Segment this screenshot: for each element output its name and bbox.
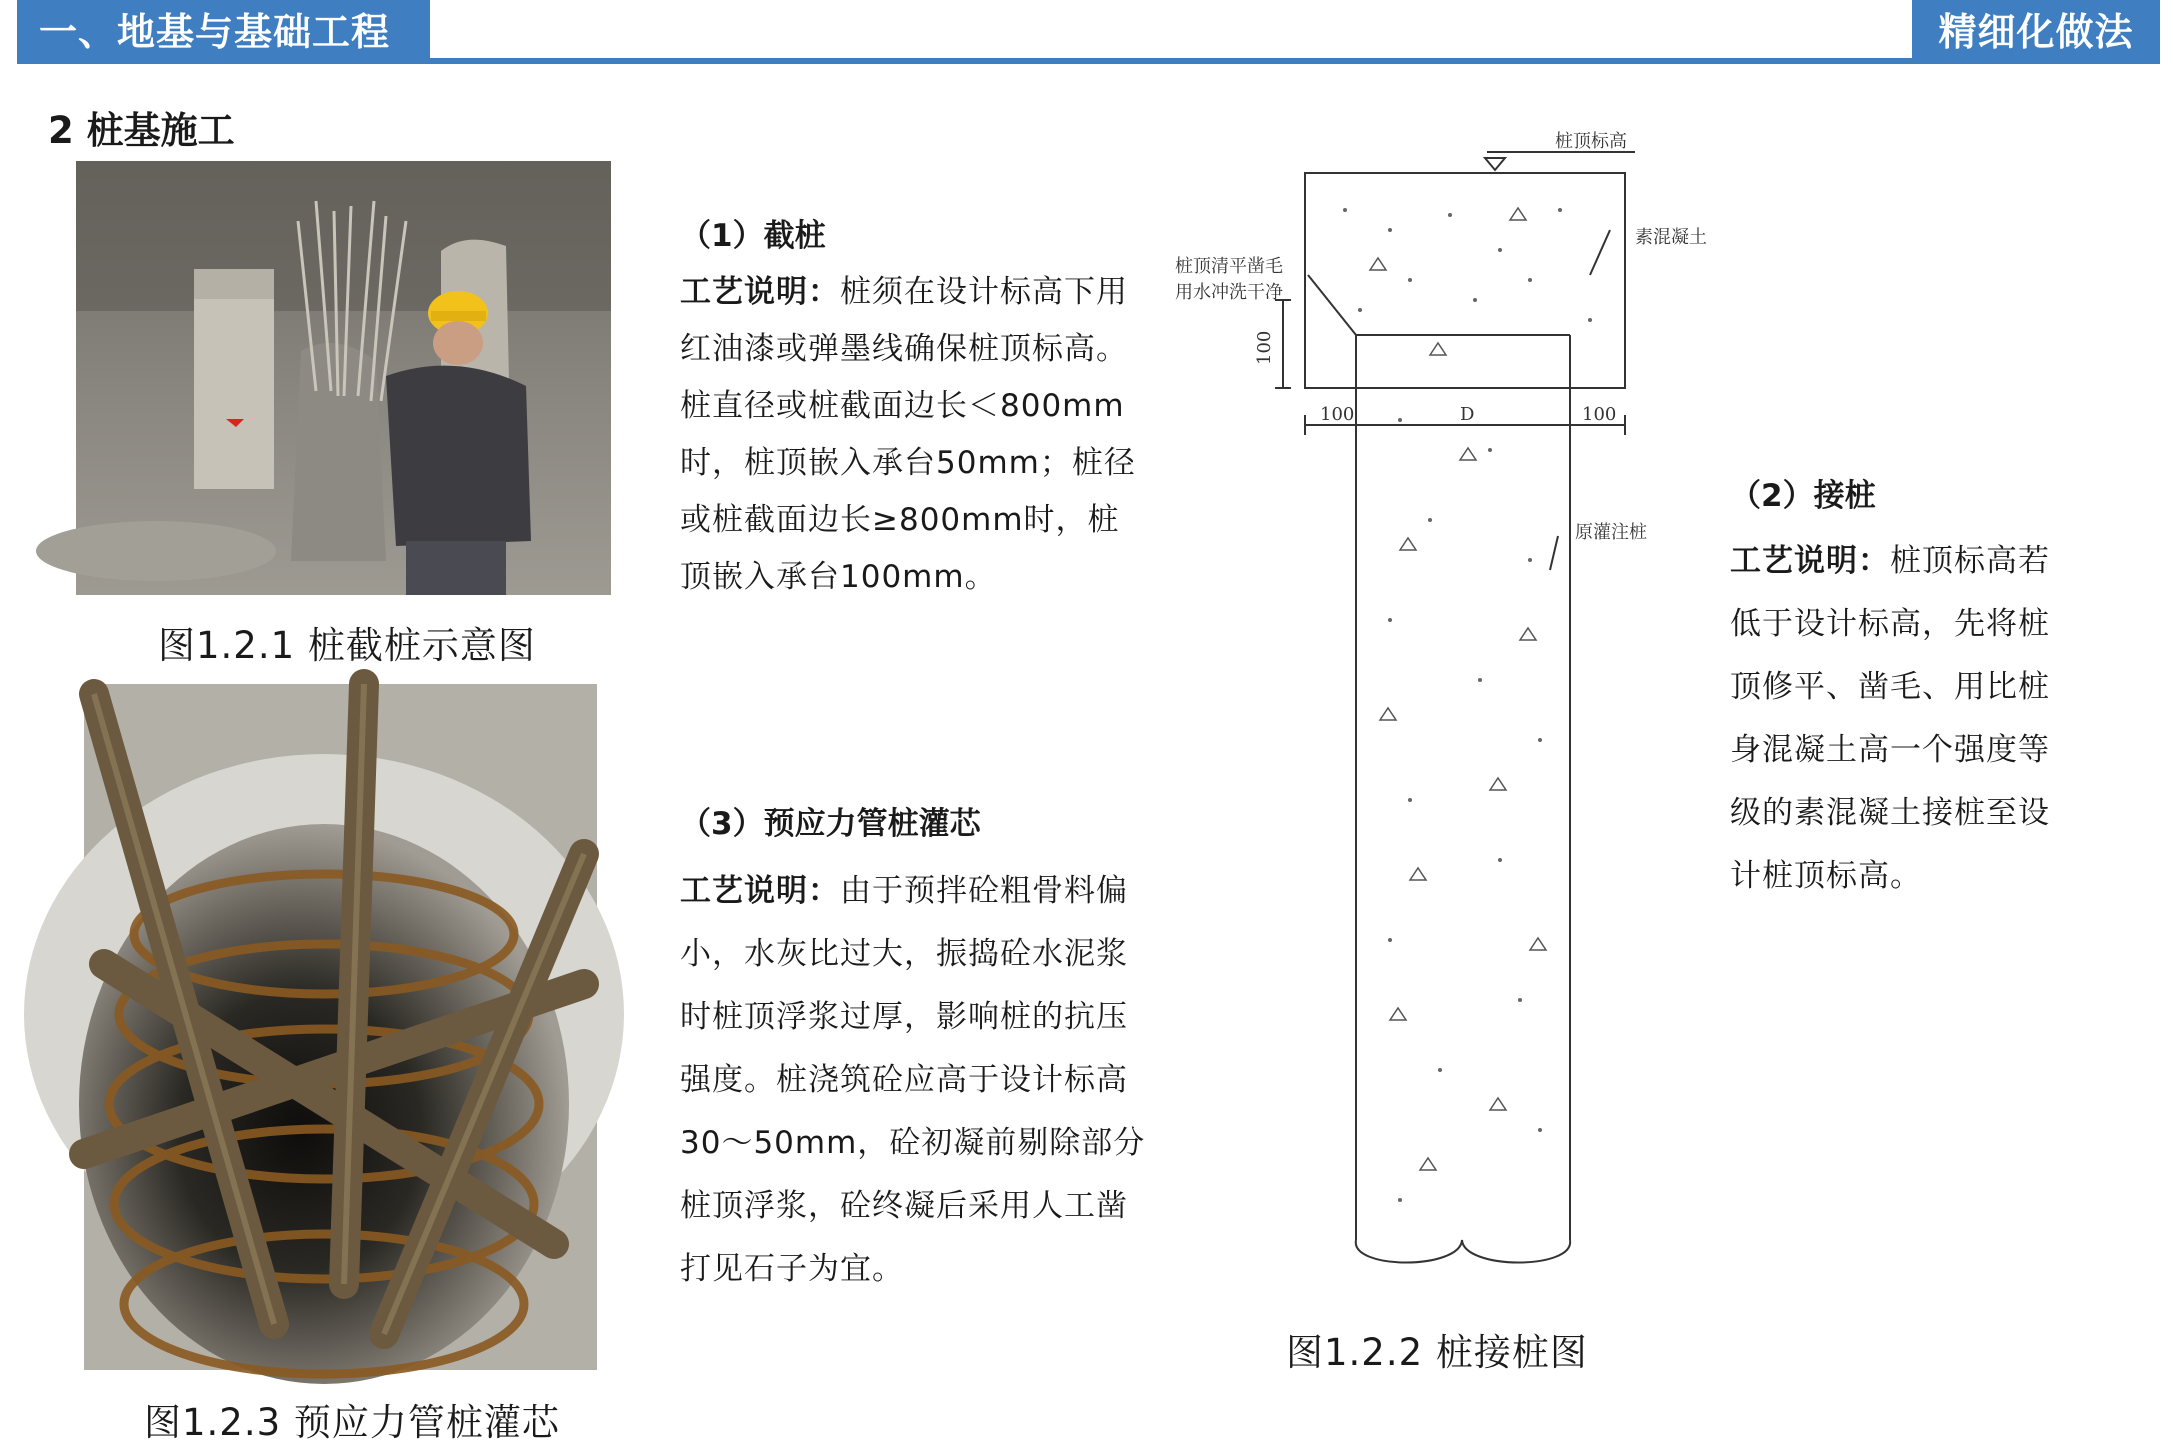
item2-text: 桩顶标高若低于设计标高，先将桩顶修平、凿毛、用比桩身混凝土高一个强度等级的素混凝土接桩至设计桩顶标高。 [1730, 543, 2050, 894]
header-badge: 精细化做法 [1912, 0, 2160, 64]
chapter-title: 一、地基与基础工程 [17, 0, 430, 64]
dim-right: 100 [1582, 404, 1617, 425]
pile-splice-diagram [1160, 120, 1707, 1260]
pile-cutting-photo [76, 161, 611, 595]
item2-label: 工艺说明： [1730, 543, 1890, 579]
item1-title: （1）截桩 [680, 218, 826, 254]
label-chisel-1: 桩顶清平凿毛 [1175, 256, 1283, 277]
aggregate-marks [1370, 208, 1546, 1170]
figure-caption-1: 图1.2.1 桩截桩示意图 [158, 624, 536, 667]
pipe-pile-photo [84, 684, 597, 1370]
label-chisel-2: 用水冲洗干净 [1175, 282, 1283, 303]
item1-text: 桩须在设计标高下用红油漆或弹墨线确保桩顶标高。桩直径或桩截面边长＜800mm时，桩顶嵌入承台50mm；桩径或桩截面边长≥800mm时，桩顶嵌入承台100mm。 [680, 274, 1136, 595]
label-plain-concrete: 素混凝土 [1635, 227, 1707, 248]
item3-description [680, 860, 1150, 1301]
item3-title: （3）预应力管桩灌芯 [680, 806, 981, 842]
label-top-elevation: 桩顶标高 [1555, 131, 1627, 152]
figure-caption-3: 图1.2.3 预应力管桩灌芯 [144, 1401, 560, 1444]
label-original-pile: 原灌注桩 [1575, 522, 1647, 543]
item1-label: 工艺说明： [680, 274, 840, 310]
item2-title: （2）接桩 [1730, 478, 1876, 514]
item3-label: 工艺说明： [680, 873, 840, 909]
concrete-texture [1343, 208, 1592, 1202]
figure-caption-2: 图1.2.2 桩接桩图 [1286, 1331, 1588, 1374]
dim-vertical: 100 [1254, 330, 1275, 365]
item1-description [680, 264, 1150, 606]
dim-mid: D [1460, 404, 1475, 425]
section-title: 2 桩基施工 [48, 109, 235, 152]
dim-left: 100 [1320, 404, 1355, 425]
item3-text: 由于预拌砼粗骨料偏小，水灰比过大，振捣砼水泥浆时桩顶浮浆过厚，影响桩的抗压强度。桩浇筑砼应高于设计标高30～50mm，砼初凝前剔除部分桩顶浮浆，砼终凝后采用人工凿打见石子为宜。 [680, 873, 1146, 1287]
item2-description [1730, 530, 2080, 908]
